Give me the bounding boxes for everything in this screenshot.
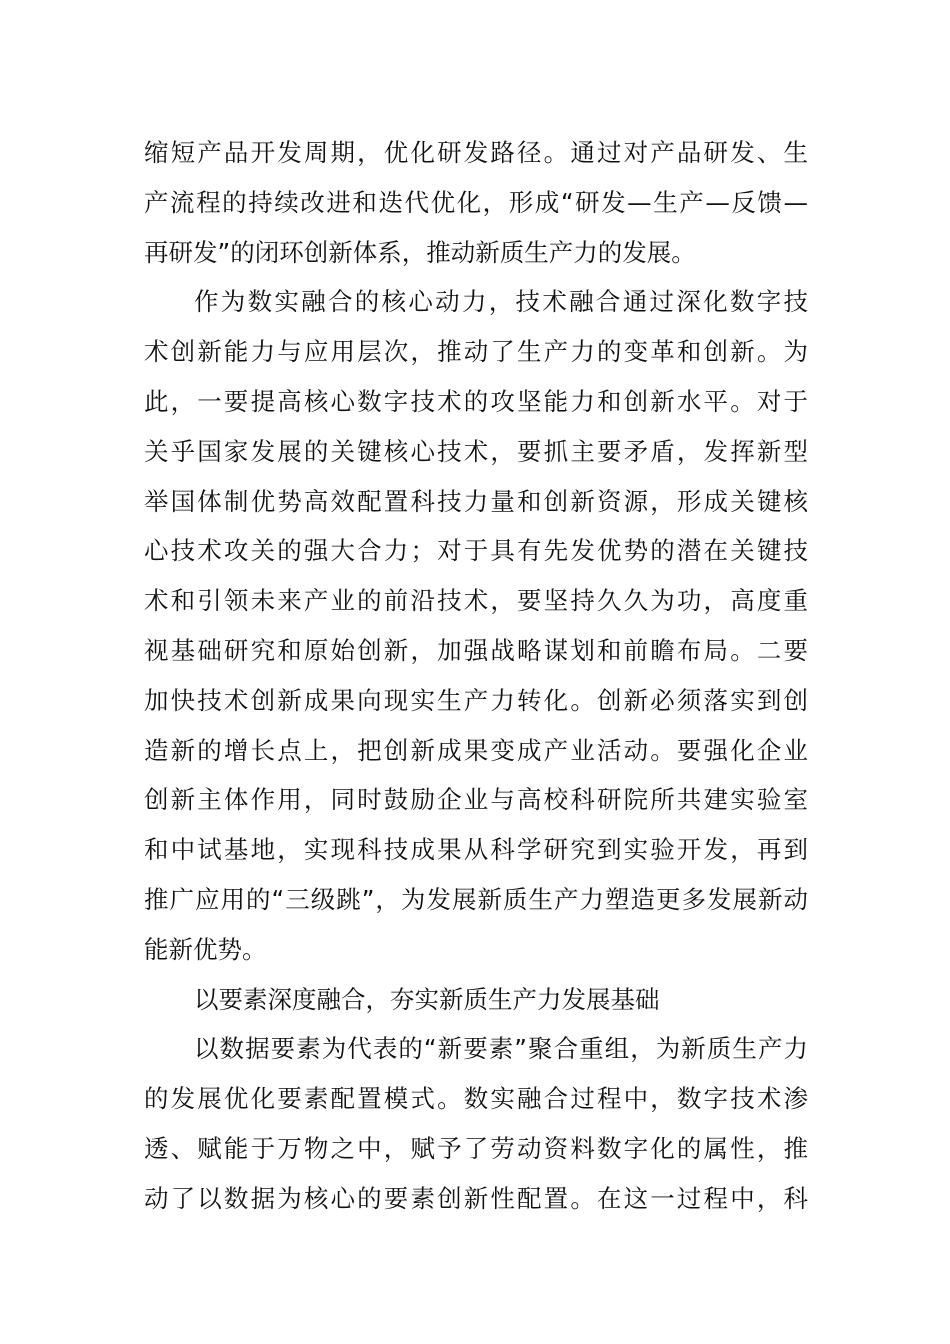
text-line: 此，一要提高核心数字技术的攻坚能力和创新水平。对于 [144, 386, 808, 416]
text-line: 举国体制优势高效配置科技力量和创新资源，形成关键核 [144, 486, 808, 516]
text-line: 作为数实融合的核心动力，技术融合通过深化数字技 [194, 287, 808, 317]
section-heading: 以要素深度融合，夯实新质生产力发展基础 [194, 984, 660, 1014]
text-line: 透、赋能于万物之中，赋予了劳动资料数字化的属性，推 [144, 1133, 808, 1163]
text-line: 再研发”的闭环创新体系，推动新质生产力的发展。 [144, 237, 696, 267]
text-line: 推广应用的“三级跳”，为发展新质生产力塑造更多发展新动 [144, 884, 808, 914]
body-text [144, 128, 808, 1224]
text-line: 关乎国家发展的关键核心技术，要抓主要矛盾，发挥新型 [144, 436, 808, 466]
text-line: 加快技术创新成果向现实生产力转化。创新必须落实到创 [144, 685, 808, 715]
text-line: 的发展优化要素配置模式。数实融合过程中，数字技术渗 [144, 1084, 808, 1114]
text-line: 以数据要素为代表的“新要素”聚合重组，为新质生产力 [194, 1034, 808, 1064]
text-line: 动了以数据为核心的要素创新性配置。在这一过程中，科 [144, 1183, 808, 1213]
text-line: 缩短产品开发周期，优化研发路径。通过对产品研发、生 [144, 138, 808, 167]
text-line: 和中试基地，实现科技成果从科学研究到实验开发，再到 [144, 835, 808, 865]
text-line: 创新主体作用，同时鼓励企业与高校科研院所共建实验室 [144, 785, 808, 815]
text-line: 术和引领未来产业的前沿技术，要坚持久久为功，高度重 [144, 586, 808, 616]
text-line: 产流程的持续改进和迭代优化，形成“研发—生产—反馈— [144, 187, 808, 217]
text-line: 心技术攻关的强大合力；对于具有先发优势的潜在关键技 [144, 536, 808, 566]
text-line: 能新优势。 [144, 934, 267, 964]
text-line: 视基础研究和原始创新，加强战略谋划和前瞻布局。二要 [144, 635, 808, 665]
text-line: 造新的增长点上，把创新成果变成产业活动。要强化企业 [144, 735, 808, 765]
text-line: 术创新能力与应用层次，推动了生产力的变革和创新。为 [144, 337, 808, 367]
